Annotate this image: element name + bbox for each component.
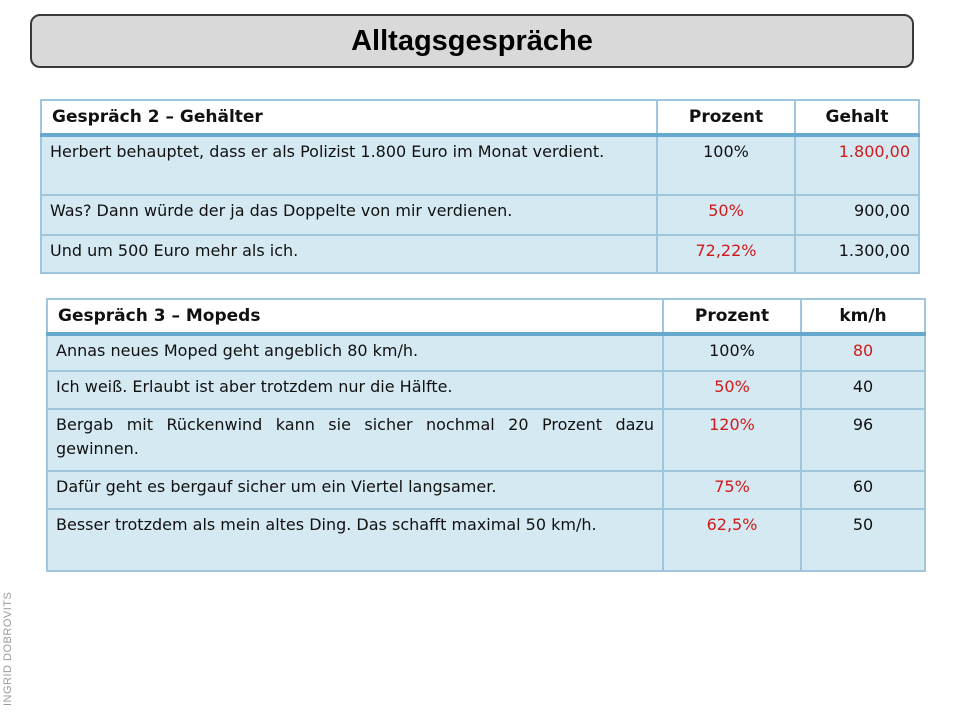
table-gehaelter	[40, 99, 920, 274]
table-row	[47, 509, 925, 571]
value-cell: 60	[801, 471, 925, 509]
percent-cell: 50%	[663, 371, 801, 409]
header-percent: Prozent	[657, 100, 795, 135]
percent-cell: 75%	[663, 471, 801, 509]
table-mopeds	[46, 298, 926, 572]
header-value: Gehalt	[795, 100, 919, 135]
table-row	[47, 409, 925, 471]
table-row	[41, 235, 919, 273]
percent-cell: 50%	[657, 195, 795, 235]
percent-cell: 62,5%	[663, 509, 801, 571]
title-bar	[30, 14, 914, 68]
statement-cell: Und um 500 Euro mehr als ich.	[41, 235, 657, 273]
table-row	[47, 334, 925, 371]
statement-cell: Bergab mit Rückenwind kann sie sicher nochmal 20 Prozent dazu gewinnen.	[47, 409, 663, 471]
header-topic: Gespräch 3 – Mopeds	[47, 299, 663, 334]
value-cell: 50	[801, 509, 925, 571]
value-cell: 1.300,00	[795, 235, 919, 273]
header-topic: Gespräch 2 – Gehälter	[41, 100, 657, 135]
value-cell: 96	[801, 409, 925, 471]
value-cell: 40	[801, 371, 925, 409]
percent-cell: 120%	[663, 409, 801, 471]
statement-cell: Annas neues Moped geht angeblich 80 km/h.	[47, 334, 663, 371]
statement-cell: Dafür geht es bergauf sicher um ein Viertel langsamer.	[47, 471, 663, 509]
table-row	[41, 195, 919, 235]
table-header-row	[41, 100, 919, 135]
table-row	[47, 371, 925, 409]
statement-cell: Was? Dann würde der ja das Doppelte von mir verdienen.	[41, 195, 657, 235]
page-title: Alltagsgespräche	[351, 24, 593, 57]
author-watermark: INGRID DOBROVITS	[2, 591, 14, 706]
table-row	[41, 135, 919, 195]
value-cell: 900,00	[795, 195, 919, 235]
statement-cell: Herbert behauptet, dass er als Polizist 1.800 Euro im Monat verdient.	[41, 135, 657, 195]
percent-cell: 100%	[657, 135, 795, 195]
header-percent: Prozent	[663, 299, 801, 334]
table-row	[47, 471, 925, 509]
value-cell: 1.800,00	[795, 135, 919, 195]
statement-cell: Ich weiß. Erlaubt ist aber trotzdem nur die Hälfte.	[47, 371, 663, 409]
table-header-row	[47, 299, 925, 334]
percent-cell: 72,22%	[657, 235, 795, 273]
statement-cell: Besser trotzdem als mein altes Ding. Das schafft maximal 50 km/h.	[47, 509, 663, 571]
percent-cell: 100%	[663, 334, 801, 371]
header-value: km/h	[801, 299, 925, 334]
value-cell: 80	[801, 334, 925, 371]
